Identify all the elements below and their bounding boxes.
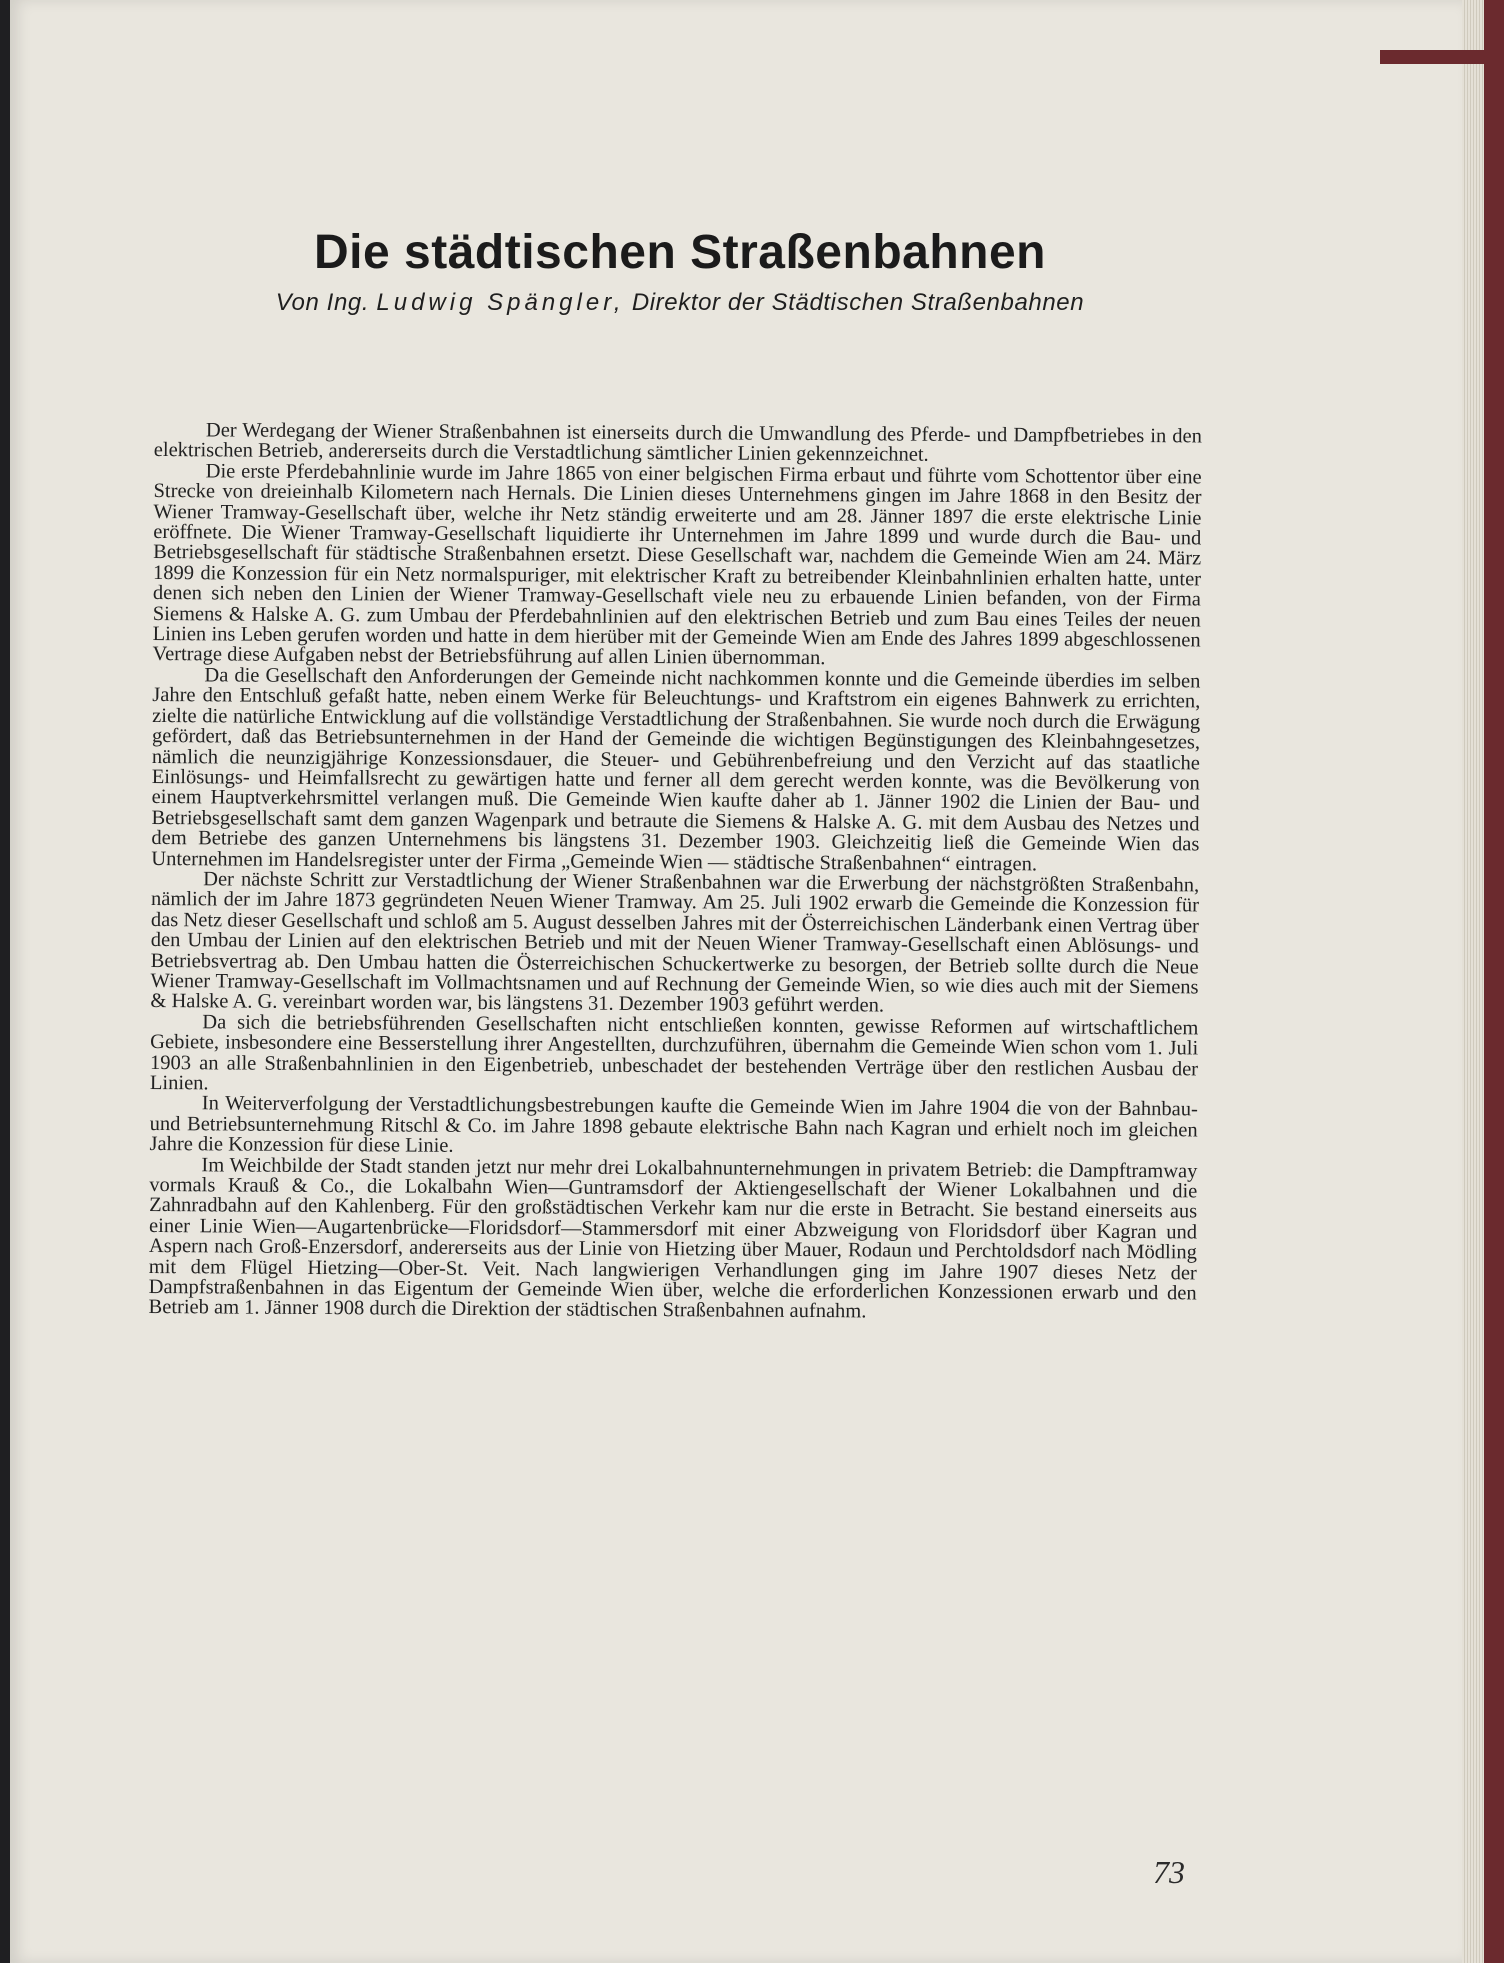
paragraph-4: Der nächste Schritt zur Verstadtlichung der Wiener Straßenbahnen war die Erwerbung der nächstgrößten Straßenbahn, nämlich der im Jahre 1873 gegründeten Neuen Wiener Tramway. Am 25. Juli 1902 erwarb die Gemeinde die Konzession für das Netz dieser Gesellschaft und schloß am 5. August desselben Jahres mit der Österreichischen Länderbank einen Vertrag über den Umbau der Linien auf den elektrischen Betrieb und mit der Neuen Wiener Tramway-Gesellschaft einen Ablösungs- und Betriebsvertrag ab. Den Umbau hatten die Österreichischen Schuckertwerke zu besorgen, der Betrieb sollte durch die Neue Wiener Tramway-Gesellschaft im Vollmachtsnamen und auf Rechnung der Gemeinde Wien, so wie dies auch mit der Siemens & Halske A. G. vereinbart worden war, bis längstens 31. Dezember 1903 geführt werden. [150,868,1200,1017]
book-spine-left [0,0,10,1963]
byline-position: Direktor der Städtischen Straßenbahnen [631,289,1085,316]
paragraph-1: Der Werdegang der Wiener Straßenbahnen ist einerseits durch die Umwandlung des Pferde- und Dampfbetriebes in den elektrischen Betrieb, andererseits durch die Verstadtlichung sämtlicher Linien gekennzeichnet. [153,419,1202,467]
article-body [149,420,1202,1324]
book-page [10,0,1462,1963]
book-cover-edge [1484,0,1504,1963]
page-edges [1462,0,1484,1963]
cover-top-strip [1380,50,1484,64]
page-number: 73 [1153,1854,1185,1890]
paragraph-2: Die erste Pferdebahnlinie wurde im Jahre 1865 von einer belgischen Firma erbaut und führte vom Schottentor über eine Strecke von dreieinhalb Kilometern nach Hernals. Die Linien dieses Unternehmens gingen im Jahre 1868 in den Besitz der Wiener Tramway-Gesellschaft über, welche ihr Netz ständig erweiterte und am 28. Jänner 1897 die erste elektrische Linie eröffnete. Die Wiener Tramway-Gesellschaft liquidierte ihr Unternehmen im Jahre 1899 und wurde durch die Bau- und Betriebsgesellschaft für städtische Straßenbahnen ersetzt. Diese Gesellschaft war, nachdem die Gemeinde Wien am 24. März 1899 die Konzession für ein Netz normalspuriger, mit elektrischer Kraft zu betreibender Kleinbahnlinien erhalten hatte, unter denen sich neben den Linien der Wiener Tramway-Gesellschaft viele neu zu erbauende Linien befanden, von der Firma Siemens & Halske A. G. zum Umbau der Pferdebahnlinien auf den elektrischen Betrieb und zum Bau eines Teiles der neuen Linien ins Leben gerufen worden und hatte in dem hierüber mit der Gemeinde Wien am Ende des Jahres 1899 abgeschlossenen Vertrage diese Aufgaben nebst der Betriebsführung auf allen Linien übernomman. [152,460,1202,670]
paragraph-6: In Weiterverfolgung der Verstadtlichungsbestrebungen kaufte die Gemeinde Wien im Jahre 1904 die von der Bahnbau- und Betriebsunternehmung Ritschl & Co. im Jahre 1898 gebaute elektrische Bahn nach Kagran und erhielt noch im gleichen Jahre die Konzession für diese Linie. [149,1092,1198,1158]
page-title: Die städtischen Straßenbahnen [314,226,1046,279]
byline-prefix: Von Ing. [275,289,370,316]
paragraph-3: Da die Gesellschaft den Anforderungen der Gemeinde nicht nachkommen konnte und die Gemeinde überdies im selben Jahre den Entschluß gefaßt hatte, neben einem Werke für Beleuchtungs- und Kraftstrom ein eigenes Bahnwerk zu errichten, zielte die natürliche Entwicklung auf die vollständige Verstadtlichung der Straßenbahnen. Sie wurde noch durch die Erwägung gefördert, daß das Betriebsunternehmen in der Hand der Gemeinde die wichtigen Begünstigungen des Kleinbahngesetzes, nämlich die neunzigjährige Konzessionsdauer, die Steuer- und Gebührenbefreiung und den Verzicht auf das staatliche Einlösungs- und Heimfallsrecht zu gewärtigen hatte und ferner all dem gerecht werden konnte, was die Bevölkerung von einem Hauptverkehrsmittel verlangen muß. Die Gemeinde Wien kaufte daher ab 1. Jänner 1902 die Linien der Bau- und Betriebsgesellschaft samt dem ganzen Wagenpark und betraute die Siemens & Halske A. G. mit dem Ausbau des Netzes und dem Betriebe des ganzen Unternehmens bis längstens 31. Dezember 1903. Gleichzeitig ließ die Gemeinde Wien das Unternehmen im Handelsregister unter der Firma „Gemeinde Wien — städtische Straßenbahnen“ eintragen. [151,664,1201,875]
byline [10,289,1350,317]
paragraph-7: Im Weichbilde der Stadt standen jetzt nur mehr drei Lokalbahnunternehmungen in privatem Betrieb: die Dampftramway vormals Krauß & Co., die Lokalbahn Wien—Guntramsdorf der Aktiengesellschaft der Wiener Lokalbahnen und die Zahnradbahn auf den Kahlenberg. Für den großstädtischen Verkehr kam nur die erste in Betracht. Sie bestand einerseits aus einer Linie Wien—Augartenbrücke—Floridsdorf—Stammersdorf mit einer Abzweigung von Floridsdorf über Kagran und Aspern nach Groß-Enzersdorf, andererseits aus der Linie von Hietzing über Mauer, Rodaun und Perchtoldsdorf nach Mödling mit dem Flügel Hietzing—Ober-St. Veit. Nach langwierigen Verhandlungen ging im Jahre 1907 dieses Netz der Dampfstraßenbahnen in das Eigentum der Gemeinde Wien über, welche die erforderlichen Konzessionen erwarb und den Betrieb am 1. Jänner 1908 durch die Direktion der städtischen Straßenbahnen aufnahm. [148,1153,1198,1323]
paragraph-5: Da sich die betriebsführenden Gesellschaften nicht entschließen konnten, gewisse Reformen auf wirtschaftlichem Gebiete, insbesondere eine Besserstellung ihrer Angestellten, durchzuführen, übernahm die Gemeinde Wien schon vom 1. Juli 1903 an alle Straßenbahnlinien in den Eigenbetrieb, unbeschadet der bestehenden Verträge über den restlichen Ausbau der Linien. [149,1011,1199,1095]
byline-author: Ludwig Spängler, [376,289,625,316]
